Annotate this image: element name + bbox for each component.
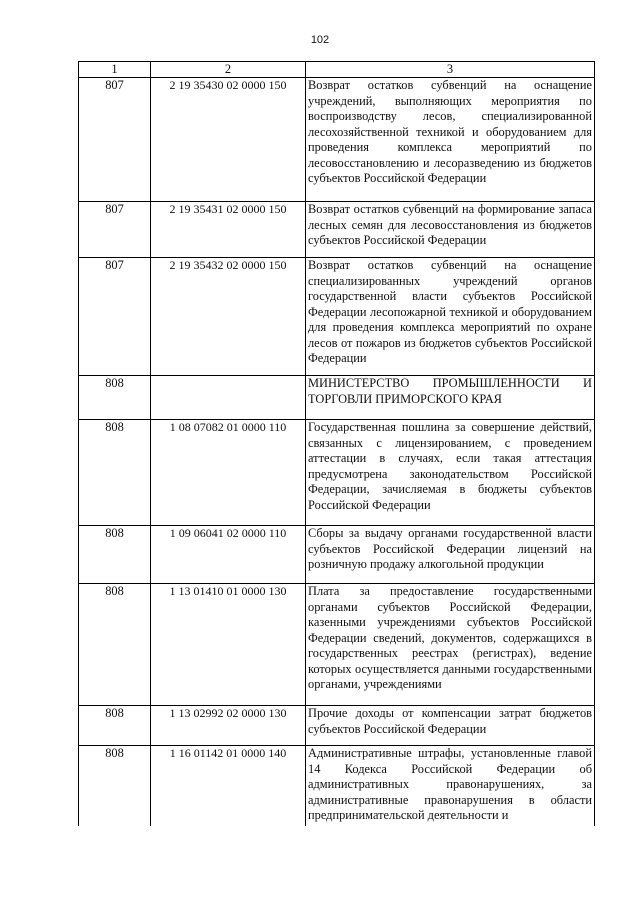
table-row <box>79 420 595 526</box>
income-code-cell: 1 13 01410 01 0000 130 <box>151 584 306 706</box>
table-row <box>79 78 595 202</box>
table-row <box>79 526 595 584</box>
admin-code-cell: 808 <box>79 376 151 420</box>
income-name-cell: Административные штрафы, установленные главой 14 Кодекса Российской Федерации об административных правонарушениях, за административные правонарушения в области предпринимательской деятельности и <box>306 746 595 826</box>
income-name-cell: Возврат остатков субвенций на формирование запаса лесных семян для лесовосстановления из бюджетов субъектов Российской Федерации <box>306 202 595 258</box>
table-header-row <box>79 62 595 78</box>
table-row <box>79 584 595 706</box>
income-code-cell: 2 19 35430 02 0000 150 <box>151 78 306 202</box>
income-code-cell: 2 19 35432 02 0000 150 <box>151 258 306 376</box>
income-codes-table <box>78 61 595 826</box>
income-name-cell: Государственная пошлина за совершение действий, связанных с лицензированием, с проведением аттестации в случаях, если такая аттестация предусмотрена законодательством Российской Федерации, зачисляемая в бюджеты субъектов Российской Федерации <box>306 420 595 526</box>
income-code-cell: 2 19 35431 02 0000 150 <box>151 202 306 258</box>
ministry-name-cell: МИНИСТЕРСТВО ПРОМЫШЛЕННОСТИ И ТОРГОВЛИ ПРИМОРСКОГО КРАЯ <box>306 376 595 420</box>
admin-code-cell: 808 <box>79 706 151 746</box>
table-row <box>79 376 595 420</box>
income-name-cell: Плата за предоставление государственными органами субъектов Российской Федерации, казенными учреждениями субъектов Российской Федерации сведений, документов, содержащихся в государственных реестрах (регистрах), ведение которых осуществляется данными государственными органами, учреждениями <box>306 584 595 706</box>
income-code-cell: 1 09 06041 02 0000 110 <box>151 526 306 584</box>
page-number: 102 <box>310 34 330 46</box>
admin-code-cell: 808 <box>79 746 151 826</box>
column-header-3: 3 <box>306 62 595 78</box>
income-code-cell: 1 13 02992 02 0000 130 <box>151 706 306 746</box>
column-header-1: 1 <box>79 62 151 78</box>
admin-code-cell: 807 <box>79 258 151 376</box>
table-row <box>79 258 595 376</box>
admin-code-cell: 808 <box>79 526 151 584</box>
income-name-cell: Возврат остатков субвенций на оснащение учреждений, выполняющих мероприятия по воспроизводству лесов, специализированной лесохозяйственной техникой и оборудованием для проведения комплекса мероприятий по лесовосстановлению и лесоразведению из бюджетов субъектов Российской Федерации <box>306 78 595 202</box>
admin-code-cell: 808 <box>79 584 151 706</box>
income-name-cell: Прочие доходы от компенсации затрат бюджетов субъектов Российской Федерации <box>306 706 595 746</box>
table-row <box>79 746 595 826</box>
admin-code-cell: 807 <box>79 202 151 258</box>
income-name-cell: Возврат остатков субвенций на оснащение специализированных учреждений органов государственной власти субъектов Российской Федерации лесопожарной техникой и оборудованием для проведения комплекса мероприятий по охране лесов от пожаров из бюджетов субъектов Российской Федерации <box>306 258 595 376</box>
column-header-2: 2 <box>151 62 306 78</box>
income-code-cell: 1 08 07082 01 0000 110 <box>151 420 306 526</box>
admin-code-cell: 807 <box>79 78 151 202</box>
table-row <box>79 706 595 746</box>
table-row <box>79 202 595 258</box>
income-code-cell <box>151 376 306 420</box>
admin-code-cell: 808 <box>79 420 151 526</box>
income-name-cell: Сборы за выдачу органами государственной власти субъектов Российской Федерации лицензий на розничную продажу алкогольной продукции <box>306 526 595 584</box>
income-code-cell: 1 16 01142 01 0000 140 <box>151 746 306 826</box>
